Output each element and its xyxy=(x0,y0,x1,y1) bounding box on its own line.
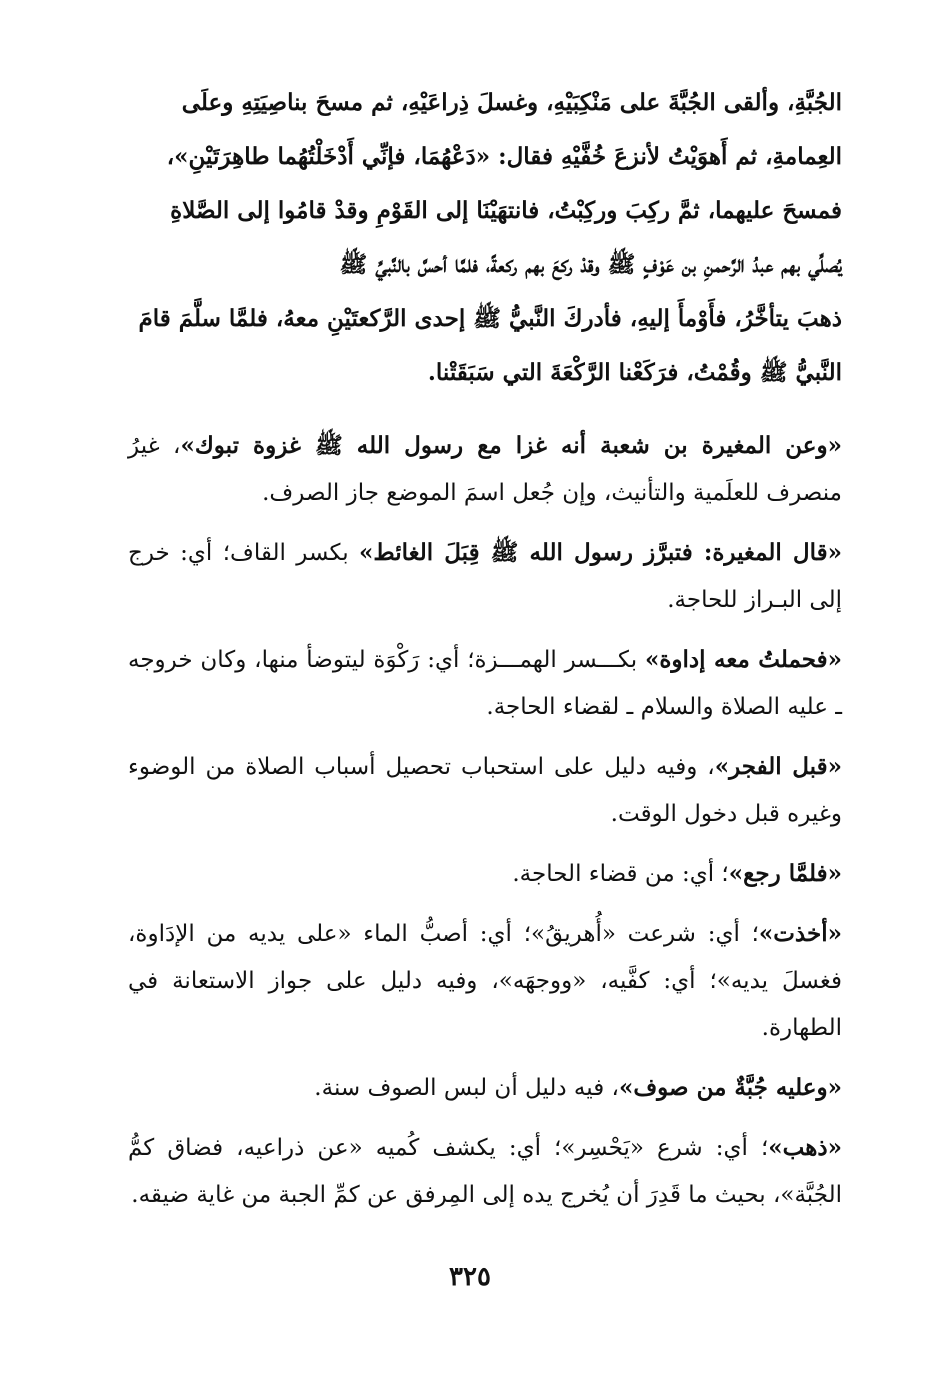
text-line: النَّبيُّ ﷺ وقُمْتُ، فرَكَعْنا الرَّكْعَةَ التي سَبَقَتْنا. xyxy=(427,359,842,386)
commentary-paragraph xyxy=(128,910,842,1052)
explanation-text: ؛ أي: من قضاء الحاجة. xyxy=(512,861,729,887)
commentary-paragraph xyxy=(128,636,842,731)
quoted-text: «فلمَّا رجع» xyxy=(728,860,842,887)
text-line: يُصلِّي بهم عبدُ الرَّحمنِ بن عَوْفٍ ﷺ وقدْ ركعَ بهم ركعةً، فلمَّا أحسَّ بالنَّبيِّ ﷺ xyxy=(339,251,842,278)
explanation-text: بكـــسر الهمـــزة؛ أي: رَكْوَة ليتوضأ منها، وكان خروجه ـ عليه الصلاة والسلام ـ لقضاء الحاجة. xyxy=(128,647,842,720)
quoted-text: «ذهب» xyxy=(768,1134,842,1161)
commentary-paragraph xyxy=(128,1064,842,1112)
commentary-paragraph xyxy=(128,1124,842,1219)
page-body xyxy=(128,76,842,1231)
commentary-paragraph xyxy=(128,850,842,898)
explanation-text: ، غيرُ منصرف للعلَمية والتأنيث، وإن جُعل اسمَ الموضع جاز الصرف. xyxy=(128,433,842,506)
text-line: العِمامةِ، ثم أَهوَيْتُ لأنزعَ خُفَّيْهِ فقال: «دَعْهُمَا، فإنِّي أَدْخَلْتُهُما طاهِرَتَيْنِ»، xyxy=(166,143,842,170)
commentary-paragraph xyxy=(128,422,842,517)
quoted-text: «أخذت» xyxy=(758,920,842,947)
text-line: ذهبَ يتأخَّرُ، فأَوْمأَ إليهِ، فأدركَ النَّبيُّ ﷺ إحدى الرَّكعتَيْنِ معهُ، فلمَّا سلَّمَ قامَ xyxy=(138,305,842,332)
explanation-text: ، وفيه دليل على استحباب تحصيل أسباب الصلاة من الوضوء وغيره قبل دخول الوقت. xyxy=(128,754,842,827)
text-line: فمسحَ عليهما، ثمَّ ركِبَ وركِبْتُ، فانتهَيْنَا إلى القَوْمِ وقدْ قامُوا إلى الصَّلاةِ xyxy=(170,197,842,224)
explanation-text: بكسر القاف؛ أي: خرج إلى البـراز للحاجة. xyxy=(128,540,842,613)
text-line: الجُبَّةِ، وألقى الجُبَّةَ على مَنْكِبَيْهِ، وغسلَ ذِراعَيْهِ، ثم مسحَ بناصِيَتِهِ وعلَى xyxy=(181,89,842,116)
commentary-paragraph xyxy=(128,529,842,624)
explanation-text: ؛ أي: شرع «يَحْسِر»؛ أي: يكشف كُميه «عن ذراعيه، فضاق كمُّ الجُبَّة»، بحيث ما قَدِرَ أن يُخرج يده إلى المِرفق عن كمِّ الجبة من غاية ضيقه. xyxy=(128,1135,842,1208)
page-number: ٣٢٥ xyxy=(449,1262,491,1292)
quoted-text: «قال المغيرة: فتبرَّز رسول الله ﷺ قِبَلَ الغائط» xyxy=(359,539,842,566)
explanation-text: ؛ أي: شرعت «أُهريقُ»؛ أي: أصبُّ الماء «على يديه من الإدَاوة، فغسلَ يديه»؛ أي: كفَّيه، «ووجهَه»، وفيه دليل على جواز الاستعانة في الطهارة. xyxy=(128,921,842,1041)
quoted-text: «وعن المغيرة بن شعبة أنه غزا مع رسول الله ﷺ غزوة تبوك» xyxy=(180,432,842,459)
quoted-text: «قبل الفجر» xyxy=(714,753,842,780)
hadith-text-block xyxy=(128,76,842,400)
quoted-text: «وعليه جُبَّةٌ من صوف» xyxy=(618,1074,842,1101)
commentary-paragraph xyxy=(128,743,842,838)
explanation-text: ، فيه دليل أن لبس الصوف سنة. xyxy=(314,1075,619,1101)
quoted-text: «فحملتُ معه إداوة» xyxy=(644,646,843,673)
